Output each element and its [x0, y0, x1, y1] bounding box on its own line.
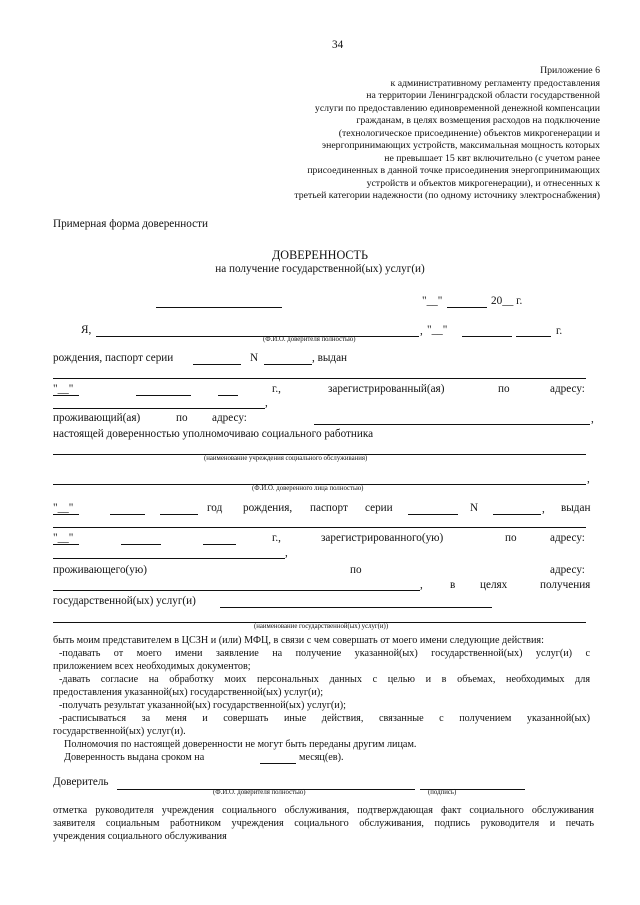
representative-text: быть моим представителем в ЦСЗН и (или) МФЦ, в связи с чем совершать от моего имени следующие действия:: [53, 635, 544, 646]
agent-issued-label: выдан: [561, 502, 591, 514]
passport-number-blank: [264, 364, 312, 365]
mark-line-3: учреждения социального обслуживания: [53, 831, 227, 842]
action-4-line-2: государственной(ых) услуг(и).: [53, 726, 186, 737]
appendix-line: на территории Ленинградской области государственной: [366, 90, 600, 101]
institution-caption: (наименование учреждения социального обслуживания): [204, 455, 368, 462]
agent-living-po: по: [350, 564, 362, 576]
form-label: Примерная форма доверенности: [53, 218, 208, 230]
appendix-line: третьей категории надежности (по одному источнику электроснабжения): [294, 190, 600, 201]
principal-sign-label: Доверитель: [53, 776, 109, 788]
authorize-text: настоящей доверенностью уполномочиваю социального работника: [53, 428, 374, 440]
no-transfer-text: Полномочия по настоящей доверенности не могут быть переданы другим лицам.: [64, 739, 417, 750]
appendix-header: [240, 65, 600, 203]
agent-registered-address: адресу:: [550, 532, 585, 544]
principal-fio-blank: [96, 336, 419, 337]
date-month-blank: [447, 307, 487, 308]
appendix-line: присоединенных в данной точке присоединения энергопринимающих: [307, 165, 600, 176]
action-1-line-1: -подавать от моего имени заявление на получение указанной(ых) государственной(ых) услуг(и) с: [59, 648, 590, 659]
term-text-a: Доверенность выдана сроком на: [64, 752, 205, 763]
principal-birth-month-blank: [462, 336, 512, 337]
agent-living-receive: получения: [540, 579, 591, 591]
services-label: государственной(ых) услуг(и): [53, 595, 196, 607]
agent-issue-g: г.,: [272, 532, 281, 544]
agent-registered-label: зарегистрированного(ую): [321, 532, 444, 544]
issue-year-blank: [218, 395, 238, 396]
appendix-line: (технологическое присоединение) объектов микрогенерации и: [338, 127, 600, 139]
agent-fio-comma: ,: [587, 473, 590, 485]
page-number: 34: [332, 39, 344, 51]
principal-comma: ,: [420, 325, 423, 337]
appendix-line: энергопринимающих устройств, максимальная мощность которых: [321, 140, 600, 151]
services-blank: [220, 607, 492, 608]
agent-issued-by-blank: [53, 527, 586, 528]
principal-sign-caption: (подпись): [428, 789, 457, 796]
registered-address: адресу:: [550, 383, 585, 395]
agent-living-address-blank: [53, 590, 420, 591]
agent-reg-address-blank: [53, 558, 285, 559]
agent-living-address: адресу:: [550, 564, 585, 576]
living-address: адресу:: [212, 412, 247, 424]
agent-issue-day-blank: [53, 544, 79, 545]
issue-month-blank: [136, 395, 191, 396]
document-subtitle: на получение государственной(ых) услуг(и): [215, 263, 425, 275]
appendix-line: гражданам, в целях возмещения расходов на подключение: [356, 115, 600, 126]
registered-po: по: [498, 383, 510, 395]
agent-living-goals: целях: [480, 579, 508, 591]
mark-line-2: заявителя социальным работником учреждения социального обслуживания, подпись руководителя и печать: [53, 818, 594, 829]
passport-series-blank: [193, 364, 241, 365]
place-blank: [156, 307, 282, 308]
services-caption: (наименование государственной(ых) услуг(и)): [254, 623, 389, 630]
birth-passport-label: рождения, паспорт серии: [53, 352, 174, 364]
agent-living-comma: ,: [420, 579, 423, 591]
appendix-line: устройств и объектов микрогенерации), и отнесенных к: [366, 177, 600, 189]
issue-g: г.,: [272, 383, 281, 395]
principal-birth-g: г.: [556, 325, 563, 337]
term-blank: [260, 763, 296, 764]
passport-issued: , выдан: [312, 352, 348, 364]
action-2-line-2: предоставления указанной(ых) государственной(ых) услуг(и);: [53, 687, 324, 698]
action-1-line-2: приложением всех необходимых документов;: [53, 661, 251, 672]
action-4-line-1: -расписываться за меня и совершать иные действия, связанные с получением указанной(ых): [59, 713, 590, 724]
date-day: "__": [422, 295, 443, 307]
principal-birth-year-blank: [516, 336, 551, 337]
reg-address-comma: ,: [265, 397, 268, 409]
mark-line-1: отметка руководителя учреждения социального обслуживания, подтверждающая факт социального обслуживания: [53, 805, 594, 816]
principal-sign-fio-caption: (Ф.И.О. доверителя полностью): [213, 789, 306, 796]
appendix-line: услуги по предоставлению единовременной денежной компенсации: [314, 102, 600, 114]
registered-label: зарегистрированный(ая): [328, 383, 445, 395]
agent-passport-label: паспорт: [310, 502, 348, 514]
appendix-line: Приложение 6: [540, 65, 600, 76]
date-year: 20__ г.: [491, 295, 523, 307]
living-comma: ,: [591, 413, 594, 425]
action-2-line-1: -давать согласие на обработку моих персональных данных с целью и в объемах, необходимых для: [59, 674, 590, 685]
principal-ya: Я,: [81, 324, 92, 336]
agent-year-label: год: [207, 502, 223, 514]
agent-issue-month-blank: [121, 544, 161, 545]
agent-birth-year-blank: [160, 514, 198, 515]
agent-registered-po: по: [505, 532, 517, 544]
agent-living-label: проживающего(ую): [53, 564, 147, 576]
principal-birth-day: "__": [427, 324, 448, 336]
agent-birth-day: "__": [53, 502, 74, 514]
living-label: проживающий(ая): [53, 412, 141, 424]
agent-birth-label: рождения,: [243, 502, 293, 514]
appendix-line: к административному регламенту предоставления: [390, 77, 600, 89]
issue-date-day-blank: [53, 395, 79, 396]
agent-issued-comma: ,: [542, 503, 545, 515]
principal-caption: (Ф.И.О. доверителя полностью): [263, 336, 356, 343]
reg-address-blank: [53, 408, 265, 409]
issue-date-day: "__": [53, 383, 74, 395]
action-3-line-1: -получать результат указанной(ых) государственной(ых) услуг(и);: [59, 700, 346, 711]
term-text-b: месяц(ев).: [299, 752, 344, 763]
living-address-blank: [314, 424, 590, 425]
living-po: по: [176, 412, 188, 424]
agent-birth-day-blank: [53, 514, 79, 515]
agent-series-label: серии: [365, 502, 393, 514]
agent-n-label: N: [470, 502, 479, 514]
agent-number-blank: [493, 514, 541, 515]
agent-living-v: в: [450, 579, 456, 591]
agent-birth-month-blank: [110, 514, 145, 515]
passport-n: N: [250, 352, 259, 364]
agent-fio-caption: (Ф.И.О. доверенного лица полностью): [252, 485, 364, 492]
agent-reg-comma: ,: [285, 547, 288, 559]
document-title: ДОВЕРЕННОСТЬ: [271, 248, 369, 262]
agent-issue-year-blank: [203, 544, 236, 545]
issued-by-blank: [53, 378, 586, 379]
appendix-line: не превышает 15 квт включительно (с учетом ранее: [384, 152, 600, 164]
agent-issue-day: "__": [53, 532, 74, 544]
agent-series-blank: [408, 514, 458, 515]
